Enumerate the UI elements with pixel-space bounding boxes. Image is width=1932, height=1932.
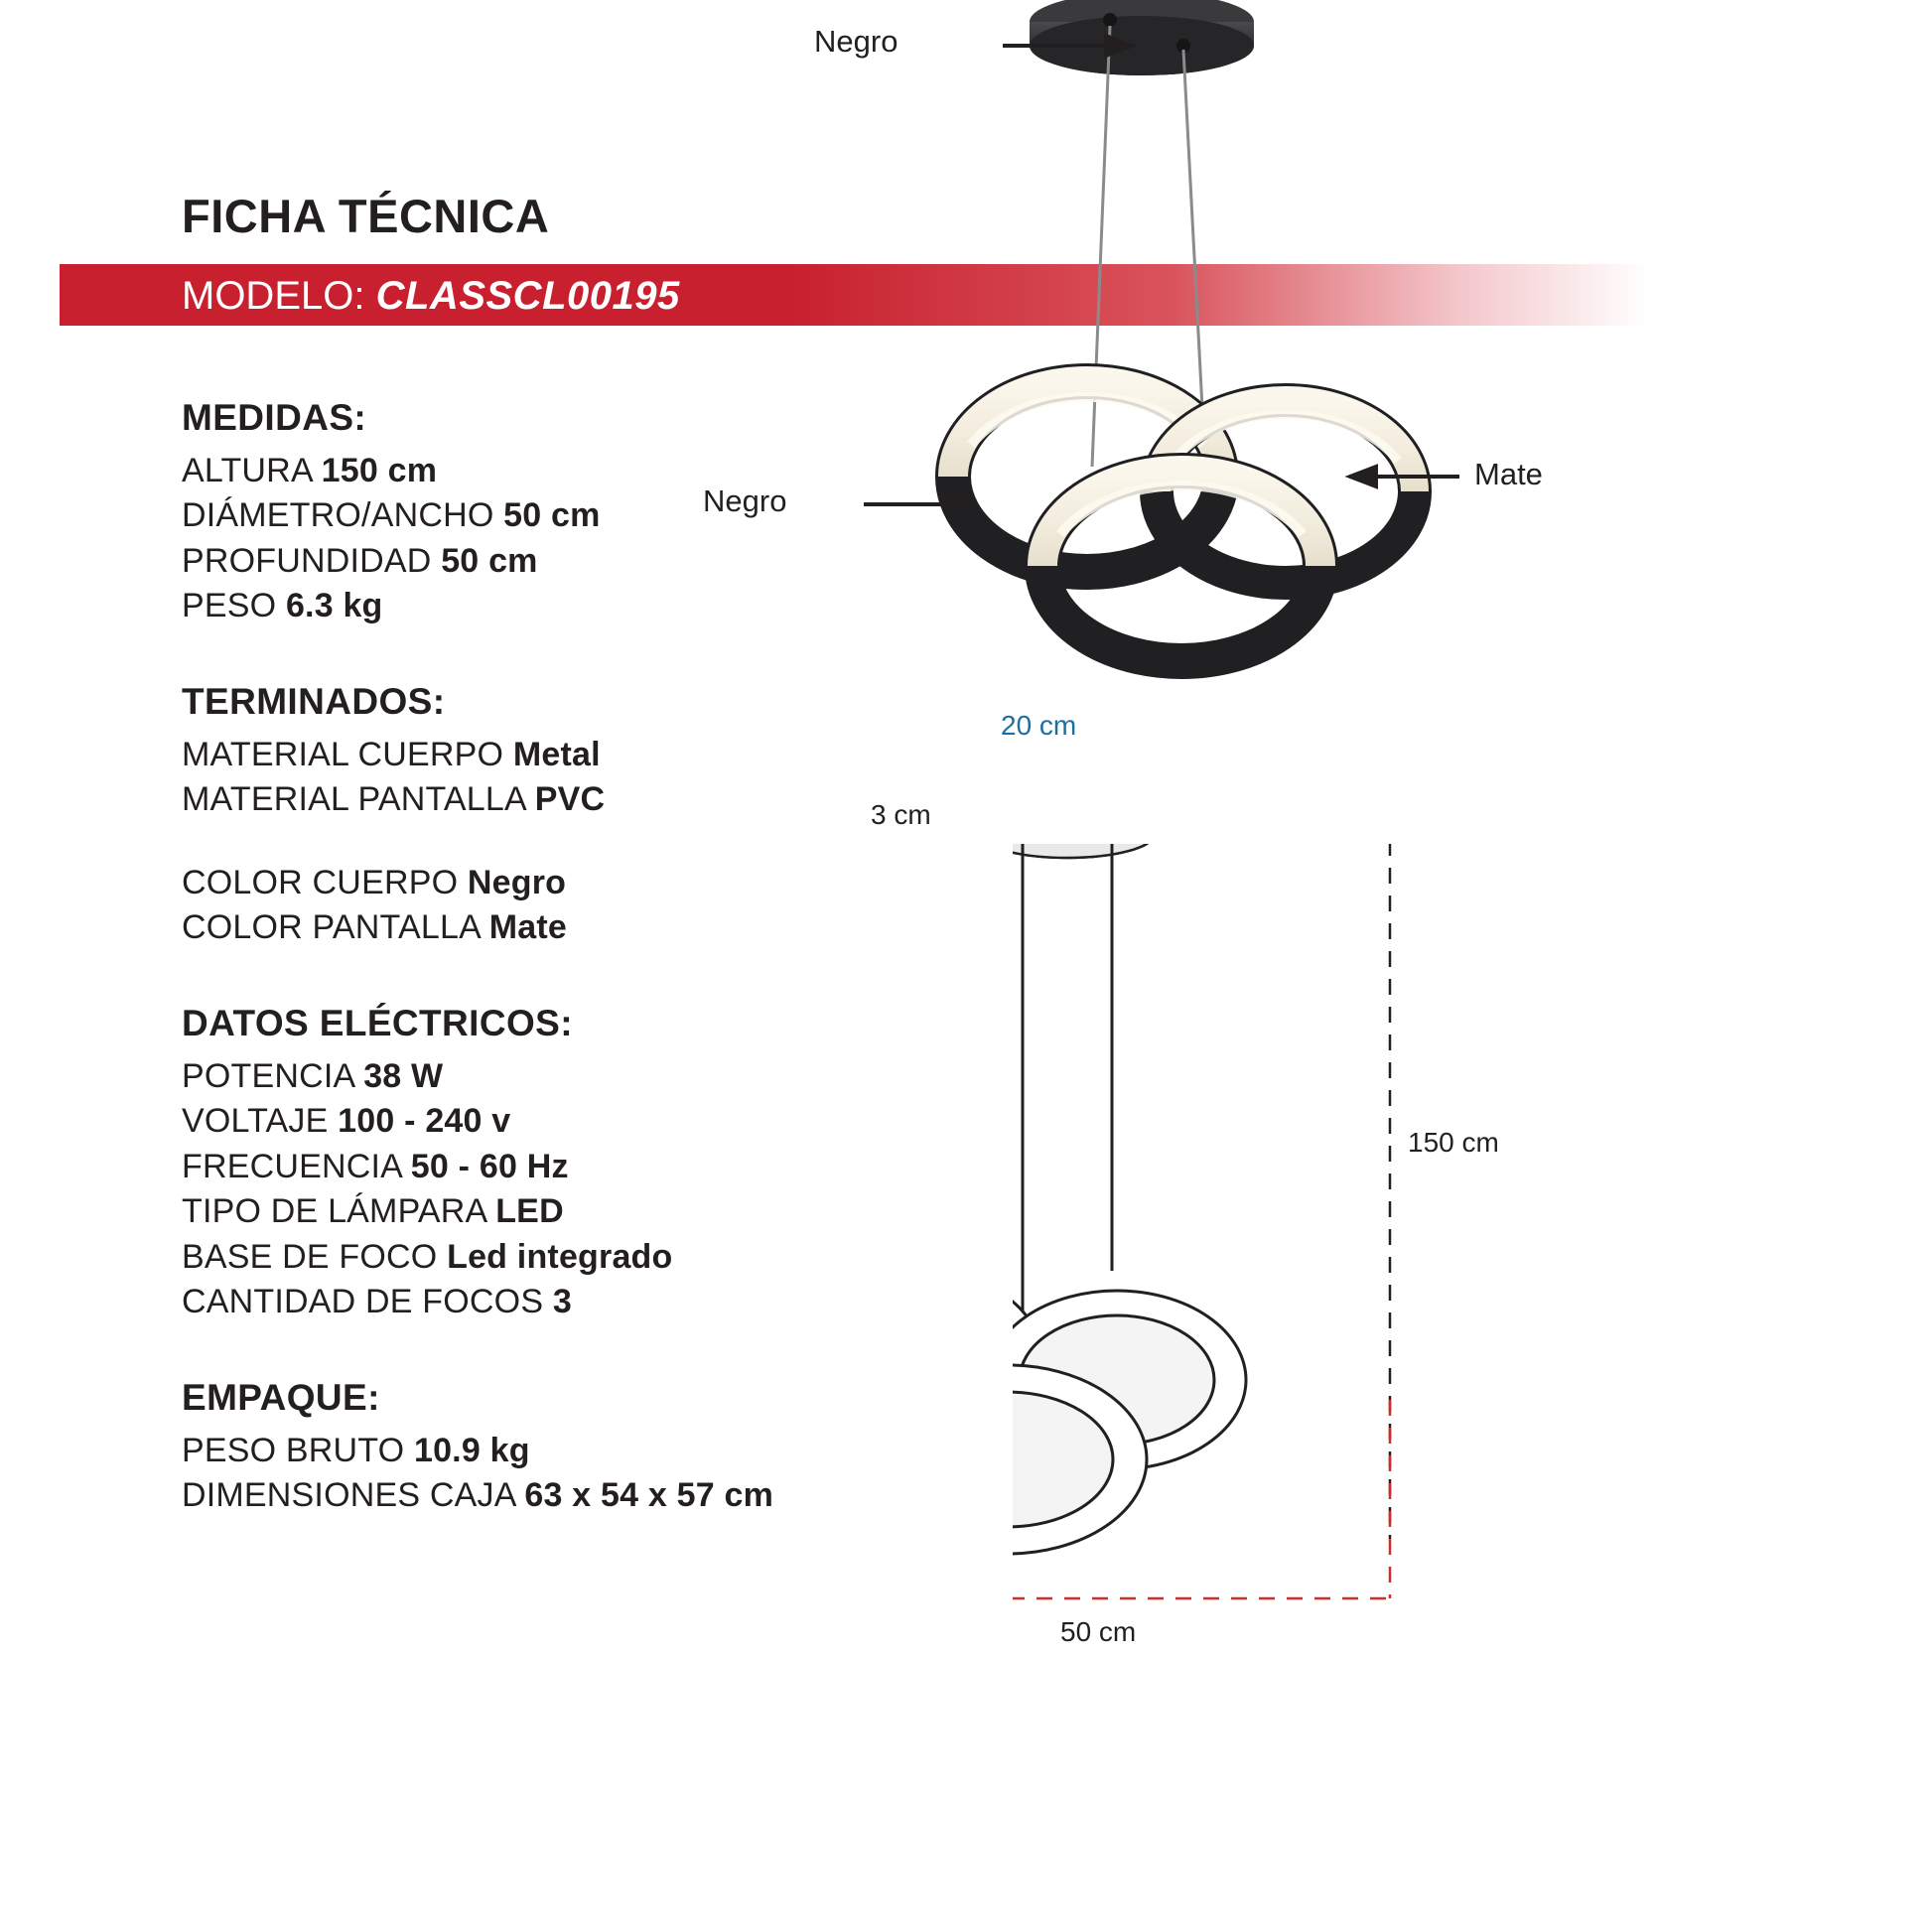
spec-label: POTENCIA: [182, 1056, 354, 1095]
spec-label: DIÁMETRO/ANCHO: [182, 496, 494, 535]
spec-value: 100 - 240 v: [338, 1102, 511, 1141]
cable-right: [1183, 50, 1203, 427]
spec-row: [182, 1056, 1006, 1097]
section-empaque: [182, 1377, 1006, 1517]
section-heading: TERMINADOS:: [182, 680, 446, 722]
spec-row: [182, 1191, 1006, 1232]
spec-row: [182, 1475, 1006, 1516]
spec-value: 50 cm: [503, 496, 601, 535]
model-label: MODELO:: [182, 274, 365, 318]
model-line: [182, 274, 680, 319]
spec-label: PROFUNDIDAD: [182, 541, 432, 580]
spec-label: CANTIDAD DE FOCOS: [182, 1283, 544, 1321]
model-value: CLASSCL00195: [375, 274, 680, 318]
dimension-drawing: [1013, 844, 1932, 1896]
spec-value: 6.3 kg: [285, 587, 383, 625]
spec-label: FRECUENCIA: [182, 1147, 402, 1185]
spec-label: COLOR CUERPO: [182, 863, 459, 901]
dim-total-height: 150 cm: [1408, 1127, 1499, 1158]
callout-ring-body: Negro: [703, 483, 787, 518]
dim-canopy-height: 3 cm: [871, 799, 931, 830]
spec-row: [182, 1147, 1006, 1187]
spec-label: PESO BRUTO: [182, 1431, 405, 1469]
spec-label: TIPO DE LÁMPARA: [182, 1192, 486, 1231]
dim-total-width: 50 cm: [1060, 1616, 1137, 1647]
callout-canopy: Negro: [814, 24, 898, 59]
spec-row: [182, 1237, 1006, 1278]
spec-label: VOLTAJE: [182, 1102, 329, 1141]
spec-value: LED: [495, 1192, 564, 1231]
spec-value: 150 cm: [321, 452, 438, 489]
technical-drawing: [871, 710, 1932, 1896]
product-illustration: [854, 0, 1932, 794]
spec-row: [182, 1282, 1006, 1322]
spec-value: 50 - 60 Hz: [410, 1147, 569, 1185]
spec-value: 50 cm: [441, 541, 538, 580]
spec-value: Negro: [467, 863, 567, 901]
section-heading: DATOS ELÉCTRICOS:: [182, 1002, 573, 1043]
spec-label: COLOR PANTALLA: [182, 908, 481, 947]
spec-value: 63 x 54 x 57 cm: [524, 1476, 774, 1515]
spec-value: Mate: [488, 908, 568, 947]
spec-label: DIMENSIONES CAJA: [182, 1476, 515, 1515]
product-photo: [703, 0, 1932, 794]
spec-value: Led integrado: [447, 1237, 673, 1276]
spec-label: MATERIAL PANTALLA: [182, 780, 526, 819]
spec-value: 10.9 kg: [413, 1431, 530, 1469]
callout-diffuser: Mate: [1474, 457, 1543, 491]
spec-value: PVC: [534, 780, 606, 819]
spec-value: 38 W: [363, 1056, 444, 1095]
page-title: FICHA TÉCNICA: [182, 190, 550, 242]
section-heading: EMPAQUE:: [182, 1376, 380, 1418]
spec-label: BASE DE FOCO: [182, 1237, 438, 1276]
section-datos-electricos: [182, 1003, 1006, 1323]
spec-label: MATERIAL CUERPO: [182, 735, 504, 773]
spec-row: [182, 907, 1006, 948]
section-heading: MEDIDAS:: [182, 397, 367, 438]
spec-value: 3: [552, 1283, 572, 1321]
spec-row: [182, 863, 1006, 903]
spec-row: [182, 1431, 1006, 1471]
spec-label: PESO: [182, 587, 277, 625]
spec-value: Metal: [512, 735, 601, 773]
dim-canopy-width: 20 cm: [1001, 710, 1077, 741]
canopy-outline: [1013, 844, 1155, 858]
spec-label: ALTURA: [182, 452, 312, 489]
spec-row: [182, 1101, 1006, 1142]
